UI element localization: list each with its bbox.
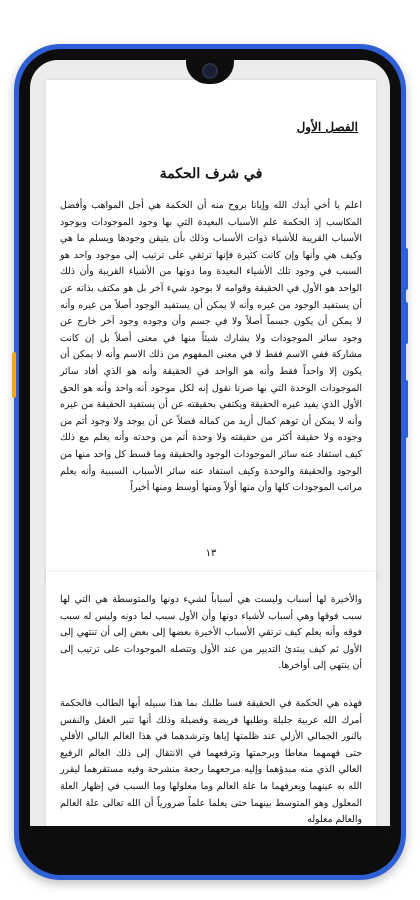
- volume-down-button[interactable]: [404, 302, 408, 344]
- bottom-bezel: [30, 826, 390, 866]
- reader-page[interactable]: [46, 572, 376, 864]
- side-button[interactable]: [404, 380, 408, 438]
- screen: [30, 60, 390, 864]
- accent-button[interactable]: [12, 352, 16, 398]
- front-camera-icon: [202, 63, 218, 79]
- section-title: في شرف الحكمة: [159, 166, 263, 182]
- page-body-text: اعلم يا أخي أيدك الله وإيانا بروح منه أن الحكمة هي أجل المواهب وأفضل المكاسب إذ الحكمة علم الأسباب البعيدة التي بها وجود الموجودات وبوجود الأسباب القريبة للأشياء ذوات الأسباب وذلك بأن يتيقن وجودها ويسلم ما هي وكيف هي وأنها وإن كانت كثيرة فإنها ترتقي على ترتيب إلى موجود واحد هو السبب في وجود تلك الأشياء البعيدة وما دونها من الأشياء القريبة وأن ذلك الواحد هو الأول في الحقيقة وقوامه لا بوجود شيء آخر بل هو مكتف بذاته عن أن يستفيد الوجود من غيره وأنه لا يمكن أن يستفيد الوجود أصلاً من غيره وأنه لا يمكن أن يكون جسماً أصلاً ولا في جسم وأن وجوده وجود آخر خارج عن وجود سائر الموجودات ولا يشارك شيئاً منها في معنى أصلاً بل إن كانت مشاركة ففي الاسم فقط لا في معنى المفهوم من ذلك الاسم وأنه لا يمكن أن يكون إلا واحداً فقط وأنه هو الواحد في الحقيقة وأنه هو الذي أفاد سائر الموجودات الوحدة التي بها صرنا نقول إنه لكل موجود أنه واحد وأنه هو الحق الأول الذي يفيد غيره الحقيقة ويكتفي بحقيقته عن أن يستفيد الحقيقة من غيره وأنه لا يمكن أن توهم كمال أزيد من كماله فضلاً عن أن يوجد ولا وجود أتم من وجوده ولا حقيقة أكثر من حقيقته ولا وحدة أتم من وحدته وأنه يعلم مع ذلك كيف استفاد عنه سائر الموجودات الوجود والحقيقة وما قسط كل واحد منها من الوجود والحقيقة والوحدة وكيف استفاد عنه سائر الأسباب السببية وأنه يعلم مراتب الموجودات كلها وأن منها أولاً ومنها أوسط ومنها أخيراً: [60, 200, 362, 494]
- paragraph: والأخيرة لها أسباب وليست هي أسباباً لشيء دونها والمتوسطة هي التي لها سبب فوقها وهي أسباب لأشياء دونها وأن الأول سبب لما دونه وليس له سبب فوقه وأنه يعلم كيف ترتقي الأسباب الأخيرة بعضها إلى بعض إلى أن تنتهي إلى الأول ثم كيف يبتدئ التدبير من عند الأول وتتصله الموجودات على ترتيب إلى أن ينتهي إلى أواخرها.: [60, 594, 362, 672]
- volume-up-button[interactable]: [404, 248, 408, 290]
- paragraph: فهذه هي الحكمة في الحقيقة فسا طلبك بما هذا سبيله أيها الطالب فالحكمة أمرك الله عربية جليلة وطلبها فريضة وفضيلة وذلك أنها تنير العقل والنفس بالنور الجمالي الأزلي عند ظلمتها إياها وترشدهما في هذا العالم البالي الأفلي حتى فهمهما معاطا وبرحمتها وترفعهما في الانتقال إلى ذلك العالم الرفيع العالي الذي منه مبدؤهما وإليه مرجعهما رجعة منشرحة وفيه مستقرهما ليقرر الله به عينهما ويعرفهما ما علة العالم وما معلولها وما السبب في إظهار العلة المعلول وهو المتوسط بينهما حتى يعلما علماً ضرورياً أن الله تعالى علة العالم والعالم معلوله: [60, 698, 362, 826]
- reader-page[interactable]: [46, 80, 376, 580]
- page-number: ١٣: [205, 548, 217, 559]
- chapter-heading: الفصل الأول: [296, 120, 358, 134]
